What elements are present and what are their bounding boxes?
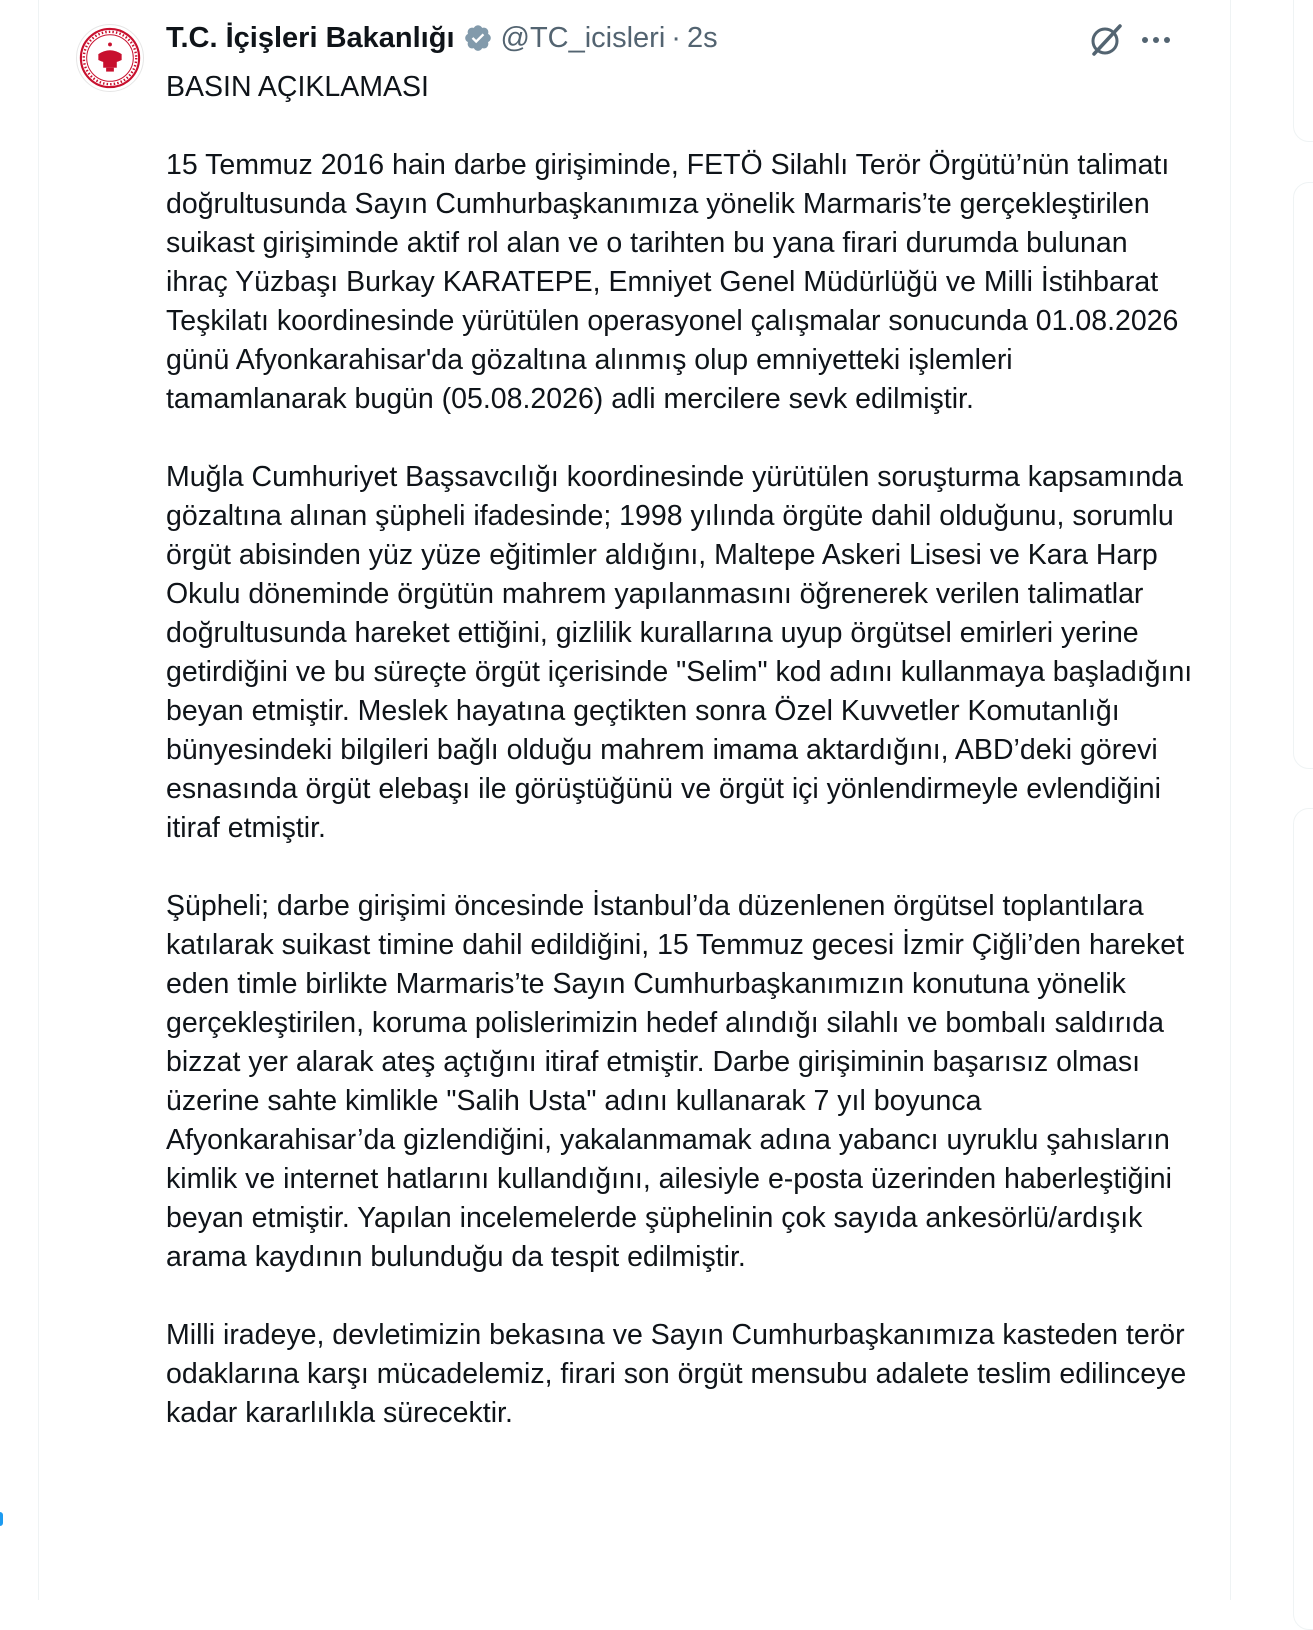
more-options-icon[interactable] [1136,20,1176,60]
tweet-title: BASIN AÇIKLAMASI [166,71,429,103]
author-handle[interactable]: @TC_icisleri [500,21,666,54]
separator-dot: · [671,21,681,54]
sidebar-card [1293,182,1313,769]
timeline-column-border-left [38,0,39,1600]
author-name[interactable]: T.C. İçişleri Bakanlığı [166,21,455,54]
tweet-timestamp[interactable]: 2s [686,21,718,54]
grok-icon[interactable] [1086,20,1126,60]
tweet-paragraph: Şüpheli; darbe girişimi öncesinde İstanbul’da düzenlenen örgütsel toplantılara katılarak suikast timine dahil edildiğini, 15 Temmuz gecesi İzmir Çiğli’den hareket eden timle birlikte Marmaris’te Sayın Cumhurbaşkanımızın konutuna yönelik gerçekleştirilen, koruma polislerimizin hedef alındığı silahlı ve bombalı saldırıda bizzat yer alarak ateş açtığını itiraf etmiştir. Darbe girişiminin başarısız olması üzerine sahte kimlikle "Salih Usta" adını kullanarak 7 yıl boyunca Afyonkarahisar’da gizlendiğini, yakalanmamak adına yabancı uyruklu şahısların kimlik ve internet hatlarını kullandığını, ailesiyle e-posta üzerinden haberleştiğini beyan etmiştir. Yapılan incelemelerde şüphelinin çok sayıda ankesörlü/ardışık arama kaydının bulunduğu da tespit edilmiştir. [166,890,1185,1273]
tweet-text [166,68,1196,1433]
nav-indicator [0,1512,3,1526]
ministry-emblem-icon [77,25,143,91]
tweet-paragraph: 15 Temmuz 2016 hain darbe girişiminde, FETÖ Silahlı Terör Örgütü’nün talimatı doğrultusunda Sayın Cumhurbaşkanımıza yönelik Marmaris’te gerçekleştirilen suikast girişiminde aktif rol alan ve o tarihten bu yana firari durumda bulunan ihraç Yüzbaşı Burkay KARATEPE, Emniyet Genel Müdürlüğü ve Milli İstihbarat Teşkilatı koordinesinde yürütülen operasyonel çalışmalar sonucunda 01.08.2026 günü Afyonkarahisar'da gözaltına alınmış olup emniyetteki işlemleri tamamlanarak bugün (05.08.2026) adli mercilere sevk edilmiştir. [166,149,1179,415]
avatar[interactable] [76,24,144,92]
sidebar-card [1293,808,1313,1630]
tweet-paragraph: Milli iradeye, devletimizin bekasına ve Sayın Cumhurbaşkanımıza kasteden terör odaklarına karşı mücadelemiz, firari son örgüt mensubu adalete teslim edilinceye kadar kararlılıkla sürecektir. [166,1319,1187,1429]
verified-badge-icon[interactable] [463,23,493,53]
timeline-column-border-right [1230,0,1231,1600]
tweet-paragraph: Muğla Cumhuriyet Başsavcılığı koordinesinde yürütülen soruşturma kapsamında gözaltına alınan şüpheli ifadesinde; 1998 yılında örgüte dahil olduğunu, sorumlu örgüt abisinden yüz yüze eğitimler aldığını, Maltepe Askeri Lisesi ve Kara Harp Okulu döneminde örgütün mahrem yapılanmasını öğrenerek verilen talimatlar doğrultusunda hareket ettiğini, gizlilik kurallarına uyup örgütsel emirleri yerine getirdiğini ve bu süreçte örgüt içerisinde "Selim" kod adını kullanmaya başladığını beyan etmiştir. Meslek hayatına geçtikten sonra Özel Kuvvetler Komutanlığı bünyesindeki bilgileri bağlı olduğu mahrem imama aktardığını, ABD’deki görevi esnasında örgüt elebaşı ile görüştüğünü ve örgüt içi yönlendirmeyle evlendiğini itiraf etmiştir. [166,461,1193,844]
sidebar-card [1293,0,1313,142]
tweet-header [166,18,718,58]
